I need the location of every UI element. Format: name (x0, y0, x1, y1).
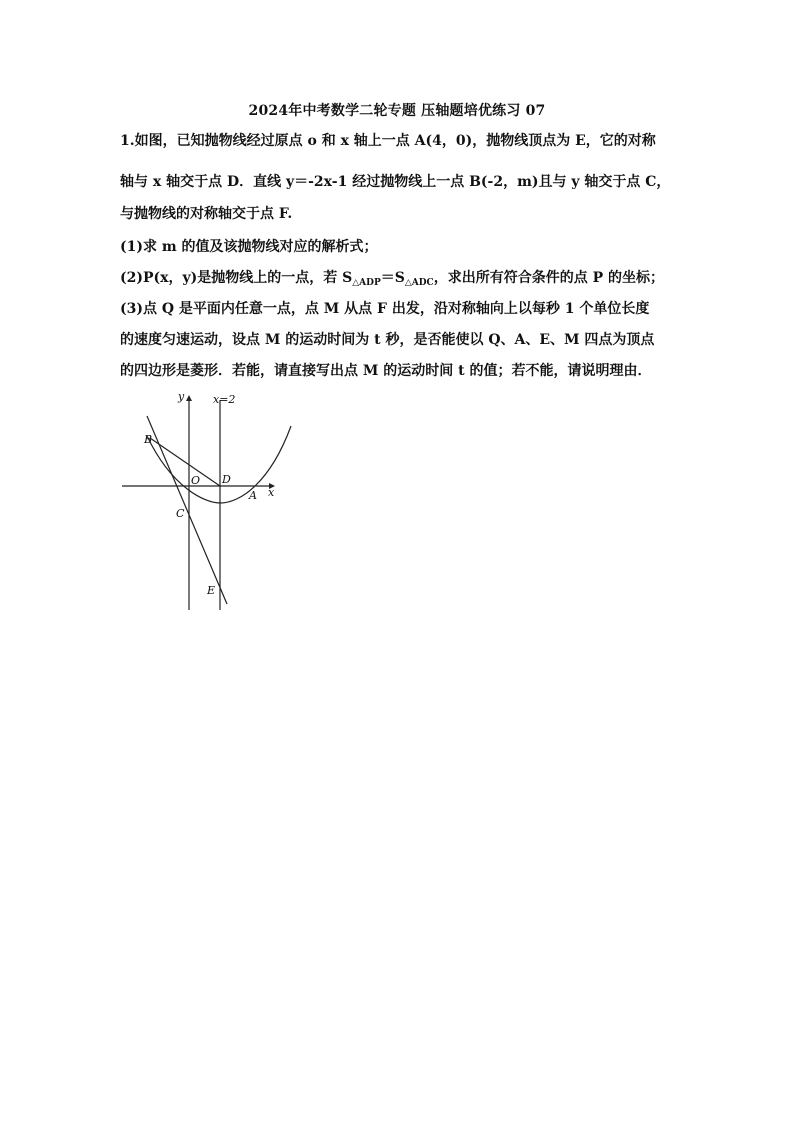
label-point-e: E (207, 584, 216, 597)
question-2-text-b: ＝S (380, 270, 405, 286)
geometry-figure (110, 388, 300, 613)
question-3-line-2: 的速度匀速运动，设点 M 的运动时间为 t 秒，是否能使以 Q、A、E、M 四点为顶点 (120, 332, 655, 348)
question-3-line-3: 的四边形是菱形．若能，请直接写出点 M 的运动时间 t 的值；若不能，请说明理由． (120, 363, 652, 379)
label-point-c: C (176, 507, 185, 520)
label-point-b: B (144, 433, 153, 446)
question-2-text-a: (2)P(x，y)是抛物线上的一点，若 S (120, 270, 353, 286)
figure-svg (110, 388, 300, 613)
question-1: (1)求 m 的值及该抛物线对应的解析式； (120, 239, 378, 255)
page-title: 2024年中考数学二轮专题 压轴题培优练习 07 (248, 103, 546, 119)
question-2 (120, 268, 710, 288)
question-2-subscript-adc: △ADC (404, 278, 434, 288)
label-origin: O (191, 474, 201, 487)
question-2-text-c: ，求出所有符合条件的点 P 的坐标； (433, 270, 664, 286)
label-y-axis: y (178, 390, 185, 403)
label-point-d: D (222, 473, 231, 486)
label-x-axis: x (268, 486, 275, 499)
problem-line-2: 轴与 x 轴交于点 D．直线 y＝-2x-1 经过抛物线上一点 B(-2，m)且与 y 轴交于点 C， (120, 174, 671, 190)
question-2-subscript-adp: △ADP (352, 278, 381, 288)
problem-line-3: 与抛物线的对称轴交于点 F. (120, 206, 293, 222)
label-point-a: A (249, 489, 257, 502)
problem-line-1: 1.如图，已知抛物线经过原点 o 和 x 轴上一点 A(4，0)，抛物线顶点为 E，它的对称 (120, 133, 656, 149)
label-axis-of-symmetry: x=2 (213, 393, 236, 406)
segment-bd (150, 438, 220, 486)
y-axis-arrow-icon (186, 395, 192, 401)
question-3-line-1: (3)点 Q 是平面内任意一点，点 M 从点 F 出发，沿对称轴向上以每秒 1 个单位长度 (120, 301, 650, 317)
